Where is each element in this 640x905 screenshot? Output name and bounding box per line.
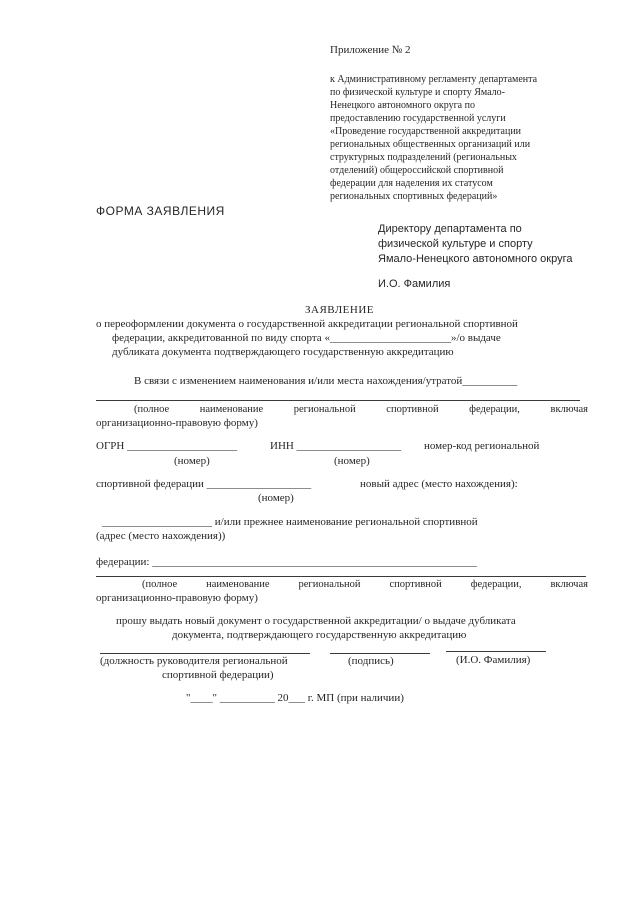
blank-line [96,400,580,401]
name-line [446,651,546,652]
sign-hint: (подпись) [348,655,394,667]
ogrn-label: ОГРН ____________________ [96,440,238,452]
header-line: по физической культуре и спорту Ямало- [330,87,505,98]
full-name-hint [142,578,588,591]
position-line [100,653,310,654]
hint-word: (полное [142,579,178,590]
name-hint: (И.О. Фамилия) [456,654,531,666]
federation-colon-line: федерации: ___________________________________________________________ [96,556,477,568]
addressee-name: И.О. Фамилия [378,278,451,290]
number-hint: (номер) [334,455,370,467]
hint-word: спортивной [389,579,442,590]
full-name-hint-end: организационно-правовую форму) [96,417,258,429]
code-label: номер-код региональной [424,440,540,452]
hint-word: (полное [134,404,170,415]
inn-label: ИНН ___________________ [270,440,402,452]
header-line: к Административному регламенту департамента [330,74,538,85]
hint-word: федерации, [469,404,520,415]
annex-title: Приложение № 2 [330,44,411,56]
addressee-line: физической культуре и спорту [378,238,533,250]
position-hint: (должность руководителя региональной [100,655,288,667]
hint-word: региональной [298,579,361,590]
header-line: региональных общественных организаций или [330,139,531,150]
statement-line: о переоформлении документа о государственной аккредитации региональной спортивной [96,318,518,330]
request-line: прошу выдать новый документ о государственной аккредитации/ о выдаче дубликата [116,615,516,627]
position-hint: спортивной федерации) [162,669,274,681]
hint-word: федерации, [470,579,522,590]
address-hint: (адрес (место нахождения)) [96,530,226,542]
hint-word: включая [550,579,588,590]
hint-word: наименование [206,579,270,590]
number-hint: (номер) [258,492,294,504]
date-line: "____" __________ 20___ г. МП (при наличии) [186,692,404,704]
hint-word: включая [550,404,588,415]
addressee-line: Ямало-Ненецкого автономного округа [378,253,573,265]
hint-word: региональной [293,404,356,415]
number-hint: (номер) [174,455,210,467]
federation-label: спортивной федерации ___________________ [96,478,312,490]
header-line: структурных подразделений (региональных [330,152,517,163]
header-line: «Проведение государственной аккредитации [330,126,522,137]
header-line: Ненецкого автономного округа по [330,100,475,111]
statement-title: ЗАЯВЛЕНИЕ [305,304,374,316]
full-name-hint [134,403,588,416]
hint-word: наименование [199,404,264,415]
statement-line: федерации, аккредитованной по виду спорта «______________________»/о выдаче [112,332,501,344]
previous-name-line: ____________________ и/или прежнее наименование региональной спортивной [102,516,478,528]
reason-line: В связи с изменением наименования и/или места нахождения/утратой__________ [134,375,518,387]
request-line: документа, подтверждающего государственную аккредитацию [172,629,467,641]
header-line: региональных спортивных федераций» [330,191,498,202]
form-title: ФОРМА ЗАЯВЛЕНИЯ [96,204,225,218]
header-line: отделений) общероссийской спортивной [330,165,504,176]
header-line: федерации для наделения их статусом [330,178,493,189]
new-address-label: новый адрес (место нахождения): [360,478,518,490]
header-line: предоставлению государственной услуги [330,113,506,124]
signature-line [330,653,430,654]
addressee-line: Директору департамента по [378,223,522,235]
hint-word: спортивной [386,404,439,415]
statement-line: дубликата документа подтверждающего государственную аккредитацию [112,346,454,358]
full-name-hint-end: организационно-правовую форму) [96,592,258,604]
blank-line [96,576,586,577]
